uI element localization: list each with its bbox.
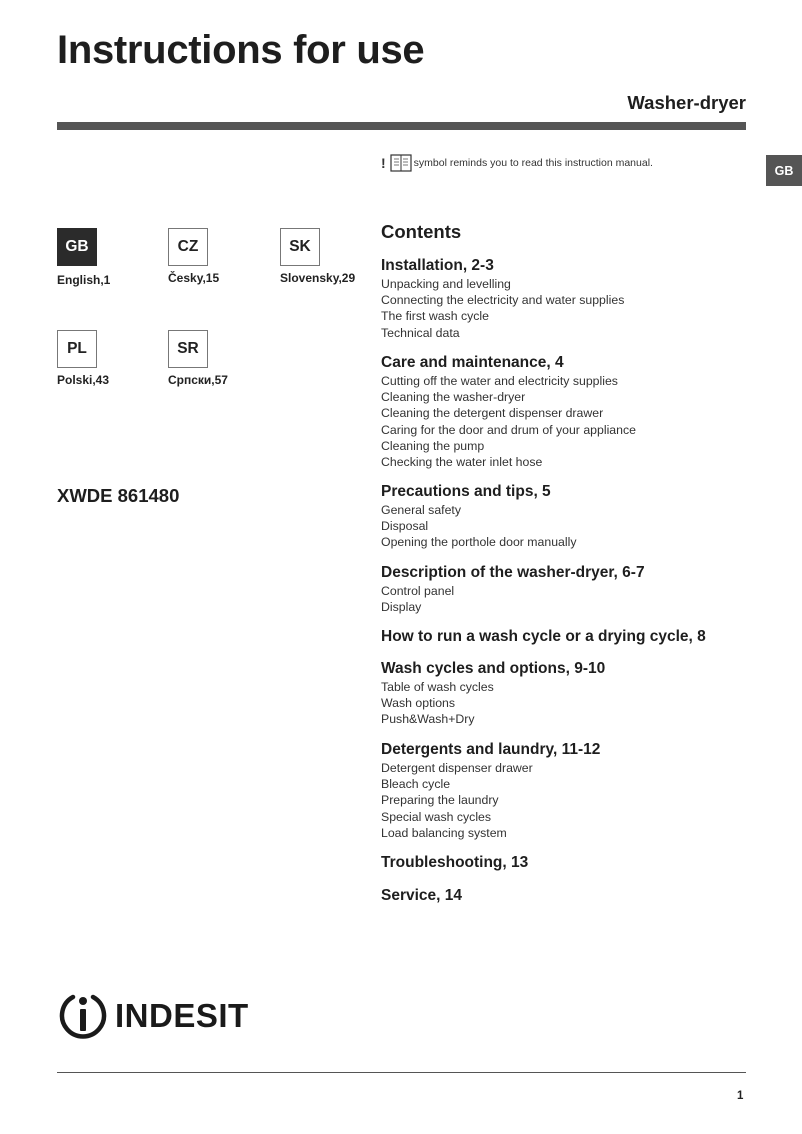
language-pl[interactable] [57,330,110,387]
toc-section-description [381,563,645,615]
toc-section-title[interactable]: Installation, 2-3 [381,257,494,274]
language-label-sk: Slovensky,29 [280,271,356,285]
toc-item[interactable]: Preparing the laundry [381,793,499,808]
indesit-logo [57,990,249,1042]
page-number: 1 [737,1090,744,1102]
language-cz[interactable] [168,228,220,285]
toc-item[interactable]: Cleaning the detergent dispenser drawer [381,406,604,421]
toc-item[interactable]: Bleach cycle [381,777,451,792]
toc-section-installation [381,256,624,341]
language-code-sr: SR [168,330,208,368]
toc-section-title[interactable]: Precautions and tips, 5 [381,483,551,500]
toc-section-title[interactable]: How to run a wash cycle or a drying cycle, 8 [381,628,706,645]
language-code-pl: PL [57,330,97,368]
toc-section-detergents [381,740,600,841]
language-code-sk: SK [280,228,320,266]
toc-item[interactable]: Wash options [381,696,456,711]
language-label-cz: Česky,15 [168,271,220,285]
toc-section-title[interactable]: Detergents and laundry, 11-12 [381,741,601,758]
toc-item[interactable]: Cleaning the washer-dryer [381,390,526,405]
toc-section-title[interactable]: Service, 14 [381,887,463,904]
toc-item[interactable]: Caring for the door and drum of your appliance [381,422,636,437]
manual-book-icon [390,153,412,173]
language-side-tab[interactable]: GB [766,155,802,186]
model-number: XWDE 861480 [57,485,180,506]
toc-section-title[interactable]: Wash cycles and options, 9-10 [381,660,606,677]
product-type: Washer-dryer [627,92,746,113]
contents-heading: Contents [381,221,462,242]
toc-item[interactable]: Connecting the electricity and water supplies [381,293,625,308]
footer-rule [57,1072,746,1073]
toc-item[interactable]: Cutting off the water and electricity supplies [381,374,618,388]
language-code-gb: GB [57,228,97,266]
toc-section-title[interactable]: Description of the washer-dryer, 6-7 [381,564,645,581]
toc-item[interactable]: Technical data [381,325,460,340]
indesit-logo-icon [57,990,109,1042]
toc-item[interactable]: Cleaning the pump [381,438,485,453]
toc-item[interactable]: Special wash cycles [381,809,492,824]
manual-notice [381,153,653,173]
toc-item[interactable]: General safety [381,503,461,517]
language-label-pl: Polski,43 [57,373,110,387]
toc-section-troubleshooting [381,853,528,873]
language-label-sr: Српски,57 [168,373,228,387]
brand-name: INDESIT [115,997,249,1034]
toc-section-how-to-run [381,627,706,647]
language-label-gb: English,1 [57,273,111,287]
language-code-cz: CZ [168,228,208,266]
toc-item[interactable]: Control panel [381,584,455,598]
header-rule [57,122,746,130]
toc-item[interactable]: Push&Wash+Dry [381,712,475,727]
toc-section-title[interactable]: Care and maintenance, 4 [381,354,564,371]
toc-item[interactable]: The first wash cycle [381,309,489,324]
language-sr[interactable] [168,330,228,387]
notice-text: symbol reminds you to read this instruction manual. [413,157,653,169]
toc-section-wash-cycles [381,659,605,728]
toc-item[interactable]: Opening the porthole door manually [381,535,577,550]
toc-item[interactable]: Load balancing system [381,825,507,840]
toc-section-title[interactable]: Troubleshooting, 13 [381,854,529,871]
toc-item[interactable]: Unpacking and levelling [381,277,511,291]
toc-section-precautions [381,482,577,551]
toc-item[interactable]: Checking the water inlet hose [381,455,543,470]
warning-mark: ! [381,155,386,171]
language-gb[interactable] [57,228,111,287]
toc-item[interactable]: Disposal [381,519,429,534]
toc-section-service [381,886,462,906]
toc-item[interactable]: Display [381,600,422,615]
toc-item[interactable]: Detergent dispenser drawer [381,761,533,775]
language-sk[interactable] [280,228,356,285]
page-title: Instructions for use [57,28,425,72]
toc-section-care [381,353,636,470]
toc-item[interactable]: Table of wash cycles [381,680,494,694]
